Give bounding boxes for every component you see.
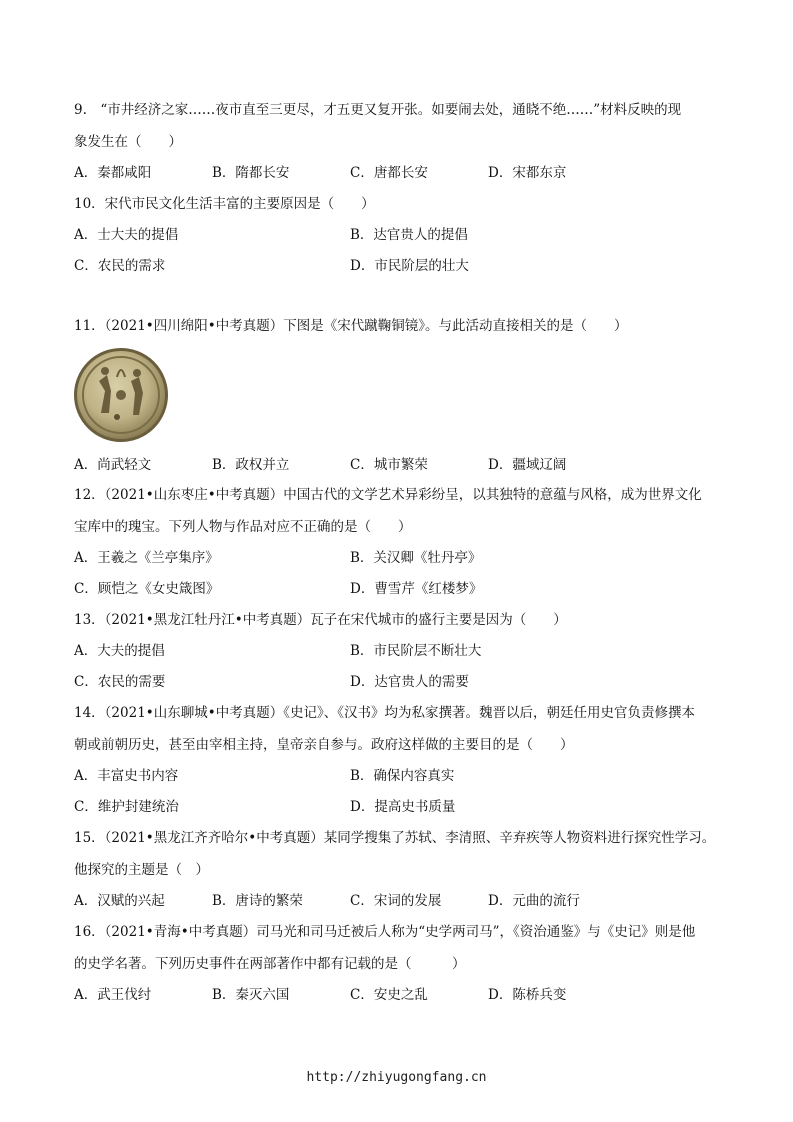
q14-option-d[interactable]: D．提高史书质量 <box>350 799 456 815</box>
q15-options <box>74 886 724 917</box>
question-12 <box>74 479 724 605</box>
q15-option-b[interactable]: B．唐诗的繁荣 <box>212 893 303 909</box>
q12-stem-line2: 宝库中的瑰宝。下列人物与作品对应不正确的是（ ） <box>74 519 412 535</box>
q9-options <box>74 158 724 189</box>
q16-option-d[interactable]: D．陈桥兵变 <box>488 987 567 1003</box>
q13-option-c[interactable]: C．农民的需要 <box>74 674 166 690</box>
question-11 <box>74 310 724 481</box>
question-9 <box>74 94 724 189</box>
q9-option-c[interactable]: C．唐都长安 <box>350 165 428 181</box>
q16-option-c[interactable]: C．安史之乱 <box>350 987 428 1003</box>
q14-option-b[interactable]: B．确保内容真实 <box>350 768 455 784</box>
q14-stem-line2: 朝或前朝历史，甚至由宰相主持，皇帝亲自参与。政府这样做的主要目的是（ ） <box>74 737 574 753</box>
q11-option-c[interactable]: C．城市繁荣 <box>350 457 428 473</box>
q13-option-d[interactable]: D．达官贵人的需要 <box>350 674 469 690</box>
q10-option-c[interactable]: C．农民的需求 <box>74 258 166 274</box>
q14-options-row2 <box>74 792 724 823</box>
q13-options-row1 <box>74 636 724 667</box>
q9-option-b[interactable]: B．隋都长安 <box>212 165 290 181</box>
q16-option-a[interactable]: A．武王伐纣 <box>74 987 152 1003</box>
q10-options-row1 <box>74 220 724 251</box>
q12-option-b[interactable]: B．关汉卿《牡丹亭》 <box>350 550 482 566</box>
q12-option-a[interactable]: A．王羲之《兰亭集序》 <box>74 550 219 566</box>
q11-option-b[interactable]: B．政权并立 <box>212 457 290 473</box>
q16-stem-line1: 16．（2021•青海•中考真题）司马光和司马迁被后人称为“史学两司马”，《资治通鉴》与《史记》则是他 <box>74 924 696 940</box>
q14-option-c[interactable]: C．维护封建统治 <box>74 799 179 815</box>
q9-stem-line1: 9. “市井经济之家……夜市直至三更尽，才五更又复开张。如要闹去处，通晓不绝……”材料反映的现 <box>74 102 682 118</box>
q10-option-a[interactable]: A．士大夫的提倡 <box>74 227 179 243</box>
q16-stem-line2: 的史学名著。下列历史事件在两部著作中都有记载的是（ ） <box>74 956 466 972</box>
q13-stem: 13．（2021•黑龙江牡丹江•中考真题）瓦子在宋代城市的盛行主要是因为（ ） <box>74 612 567 628</box>
question-14 <box>74 697 724 823</box>
q10-stem: 10．宋代市民文化生活丰富的主要原因是（ ） <box>74 196 375 212</box>
q13-option-b[interactable]: B．市民阶层不断壮大 <box>350 643 482 659</box>
cuju-figures-icon <box>77 351 165 439</box>
q10-options-row2 <box>74 251 724 282</box>
q9-stem-line2: 象发生在（ ） <box>74 134 182 150</box>
q10-option-d[interactable]: D．市民阶层的壮大 <box>350 258 469 274</box>
question-16 <box>74 916 724 1011</box>
q15-stem-line1: 15．（2021•黑龙江齐齐哈尔•中考真题）某同学搜集了苏轼、李清照、辛弃疾等人物资料进行探究性学习。 <box>74 830 716 846</box>
q12-stem-line1: 12．（2021•山东枣庄•中考真题）中国古代的文学艺术异彩纷呈，以其独特的意蕴与风格，成为世界文化 <box>74 487 702 503</box>
q15-option-c[interactable]: C．宋词的发展 <box>350 893 442 909</box>
q11-options <box>74 450 724 481</box>
q11-option-d[interactable]: D．疆域辽阔 <box>488 457 567 473</box>
q10-option-b[interactable]: B．达官贵人的提倡 <box>350 227 468 243</box>
q15-stem-line2: 他探究的主题是（ ） <box>74 862 209 878</box>
q11-option-a[interactable]: A．尚武轻文 <box>74 457 152 473</box>
q16-options <box>74 980 724 1011</box>
q12-options-row2 <box>74 574 724 605</box>
q12-options-row1 <box>74 543 724 574</box>
question-13 <box>74 604 724 698</box>
question-15 <box>74 822 724 917</box>
q9-option-d[interactable]: D．宋都东京 <box>488 165 567 181</box>
q14-options-row1 <box>74 761 724 792</box>
q15-option-d[interactable]: D．元曲的流行 <box>488 893 580 909</box>
q11-stem: 11．（2021•四川绵阳•中考真题）下图是《宋代蹴鞠铜镜》。与此活动直接相关的是（ ） <box>74 318 628 334</box>
q13-option-a[interactable]: A．大夫的提倡 <box>74 643 165 659</box>
q15-option-a[interactable]: A．汉赋的兴起 <box>74 893 165 909</box>
bronze-mirror-image <box>74 348 168 442</box>
q9-option-a[interactable]: A．秦都咸阳 <box>74 165 152 181</box>
q12-option-d[interactable]: D．曹雪芹《红楼梦》 <box>350 581 483 597</box>
q14-stem-line1: 14．（2021•山东聊城•中考真题）《史记》、《汉书》均为私家撰著。魏晋以后，朝廷任用史官负责修撰本 <box>74 705 695 721</box>
footer-url[interactable]: http://zhiyugongfang.cn <box>306 1070 487 1085</box>
q14-option-a[interactable]: A．丰富史书内容 <box>74 768 179 784</box>
q16-option-b[interactable]: B．秦灭六国 <box>212 987 290 1003</box>
q12-option-c[interactable]: C．顾恺之《女史箴图》 <box>74 581 220 597</box>
question-10 <box>74 188 724 282</box>
q13-options-row2 <box>74 667 724 698</box>
